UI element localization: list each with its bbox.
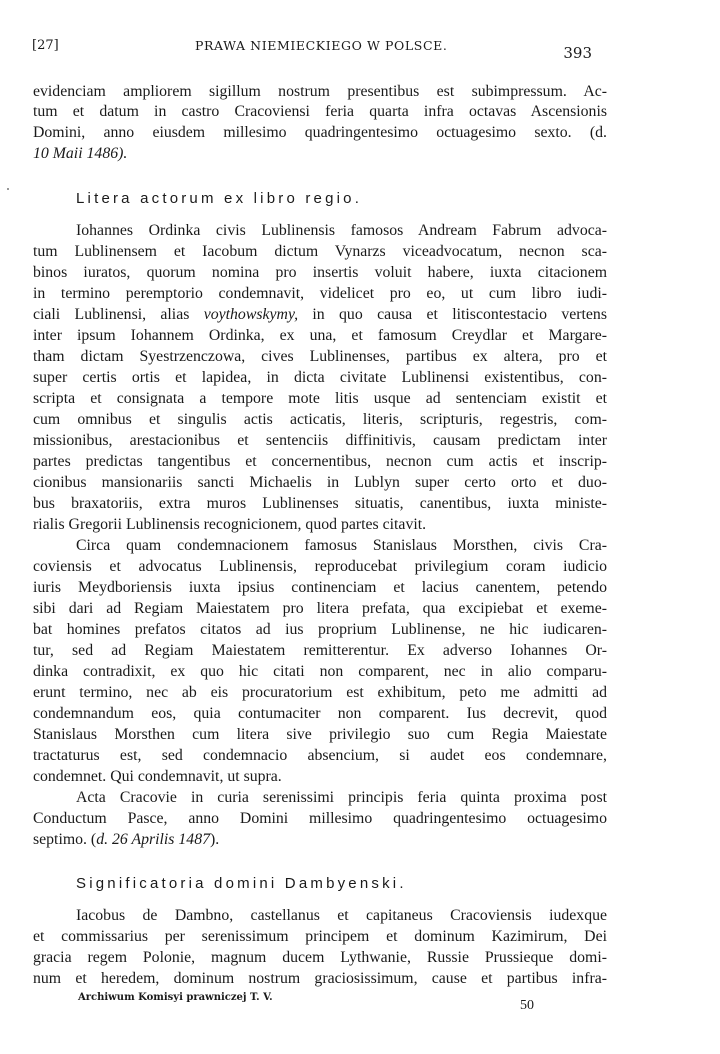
section-heading: Litera actorum ex libro regio.	[76, 190, 363, 207]
text-line: Acta Cracovie in curia serenissimi principis feria quinta proxima post	[76, 789, 607, 806]
italic-date: d. 26 Aprilis 1487	[96, 831, 210, 848]
text-line: Stanislaus Morsthen cum litera sive privilegio suo cum Regia Maiestate	[33, 726, 607, 743]
text-line: Iacobus de Dambno, castellanus et capitaneus Cracoviensis iudexque	[76, 907, 607, 924]
text-line: missionibus, arestacionibus et sentenciis diffinitivis, causam predictam inter	[33, 432, 607, 449]
text-line: tham dictam Syestrzenczowa, cives Lublinenses, partibus ex altera, pro et	[33, 348, 607, 365]
text-line: rialis Gregorii Lublinensis recognicionem, quod partes citavit.	[33, 516, 427, 533]
text-line: evidenciam ampliorem sigillum nostrum presentibus est subimpressum. Ac-	[33, 83, 607, 100]
text-line: bus braxatoriis, extra muros Lublinenses situatis, canentibus, iuxta ministe-	[33, 495, 607, 512]
text-line: Domini, anno eiusdem millesimo quadringentesimo octuagesimo sexto. (d.	[33, 124, 607, 141]
text-line: tum et datum in castro Cracoviensi feria quarta infra octavas Ascensionis	[33, 103, 607, 120]
text-line: tractaturus est, sed condemnacio absencium, si audet eos condemnare,	[33, 747, 607, 764]
page-number: 393	[563, 44, 592, 62]
text-line: condemnet. Qui condemnavit, ut supra.	[33, 768, 282, 785]
text-line: coviensis et advocatus Lublinensis, reproducebat privilegium coram iudicio	[33, 558, 607, 575]
text-run: septimo. (	[33, 831, 97, 848]
text-line: in termino peremptorio condemnavit, videlicet pro eo, ut cum libro iudi-	[33, 285, 607, 302]
text-line: et commissarius per serenissimum principem et dominum Kazimirum, Dei	[33, 928, 607, 945]
text-line: sibi dari ad Regiam Maiestatem pro litera prefata, qua excipiebat et exeme-	[33, 600, 607, 617]
text-line: tur, sed ad Regiam Maiestatem remitterentur. Ex adverso Iohannes Or-	[33, 642, 607, 659]
text-line: tum Lublinensem et Iacobum dictum Vynarzs viceadvocatum, necnon sca-	[33, 243, 607, 260]
text-run: ).	[210, 831, 220, 848]
text-line: condemnandum eos, quia contumaciter non comparent. Ius decrevit, quod	[33, 705, 607, 722]
text-line: partes predictas tangentibus et concernentibus, necnon cum actis et inscrip-	[33, 453, 607, 470]
italic-term: voythowskymy,	[203, 306, 299, 323]
text-line: erunt termino, nec ab eis procuratorium est exhibitum, peto me admitti ad	[33, 684, 607, 701]
text-line: iuris Meydboriensis iuxta ipsius continenciam et lacius canentem, petendo	[33, 579, 607, 596]
section-number: [27]	[32, 38, 59, 53]
text-line: dinka contradixit, ex quo hic citati non comparent, nec in alio comparu-	[33, 663, 607, 680]
running-title: PRAWA NIEMIECKIEGO W POLSCE.	[195, 38, 448, 53]
text-line	[33, 830, 607, 850]
text-line: super certis ortis et lapidea, in dicta civitate Lublinensi existentibus, con-	[33, 369, 607, 386]
text-run: in quo causa et litiscontestacio vertens	[298, 306, 607, 323]
text-line: Circa quam condemnacionem famosus Stanislaus Morsthen, civis Cra-	[76, 537, 607, 554]
signature-number: 50	[520, 998, 534, 1013]
text-line: gracia regem Polonie, magnum ducem Lythwanie, Russie Prussieque domi-	[33, 949, 607, 966]
text-line: binos iuratos, quorum nomina pro insertis voluit habere, iuxta citacionem	[33, 264, 607, 281]
text-line: Conductum Pasce, anno Domini millesimo quadringentesimo octuagesimo	[33, 810, 607, 827]
text-line: scripta et consignata a tempore mote litis usque ad sentenciam existit et	[33, 390, 607, 407]
running-header	[32, 38, 692, 62]
section-heading: Significatoria domini Dambyenski.	[76, 875, 407, 892]
text-line	[33, 305, 607, 325]
text-line: cionibus mansionariis sancti Michaelis in Lublyn super certo orto et duo-	[33, 474, 607, 491]
footer-signature: Archiwum Komisyi prawniczej T. V.	[78, 992, 273, 1003]
text-line: Iohannes Ordinka civis Lublinensis famosos Andream Fabrum advoca-	[76, 222, 607, 239]
text-run: ciali Lublinensi, alias	[33, 306, 204, 323]
text-line: num et heredem, dominum nostrum graciosissimum, cause et partibus infra-	[33, 970, 607, 987]
text-line: cum omnibus et singulis actis acticatis, literis, scripturis, regestris, com-	[33, 411, 607, 428]
text-line: 10 Maii 1486).	[33, 145, 128, 162]
text-line: inter ipsum Iohannem Ordinka, ex una, et famosum Creydlar et Margare-	[33, 327, 607, 344]
margin-mark	[7, 188, 9, 190]
text-line: bat homines prefatos citatos ad ius proprium Lublinense, ne hic iudicaren-	[33, 621, 607, 638]
